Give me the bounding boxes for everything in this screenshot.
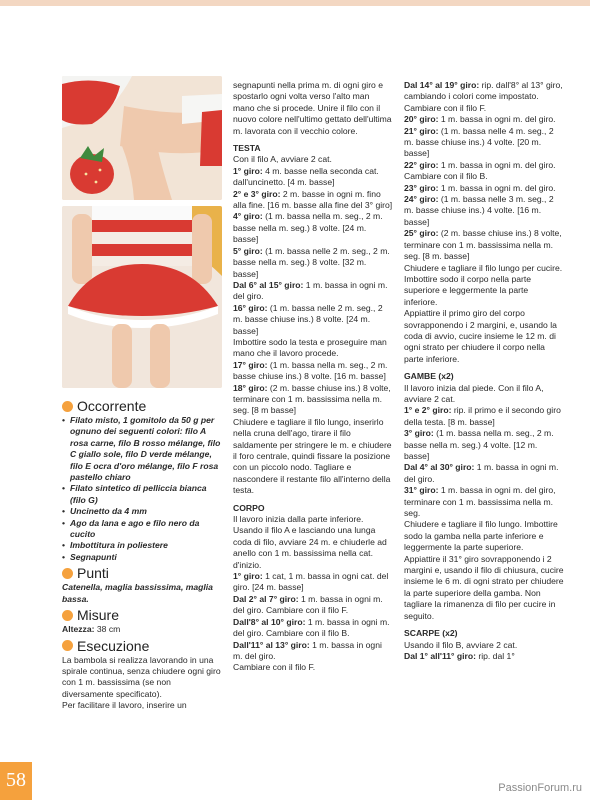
instruction-line <box>404 228 564 262</box>
round-label: 17° giro: <box>233 359 268 370</box>
instruction-text: 1 m. bassa in ogni m. del giro, terminare con 1 m. bassissima nella m. seg. <box>404 485 556 519</box>
heading-scarpe: SCARPE (x2) <box>404 628 458 639</box>
instruction-line <box>233 303 393 337</box>
corpo-continued-instructions <box>404 80 564 365</box>
instruction-line <box>404 308 564 365</box>
instruction-line <box>233 383 393 417</box>
instruction-line <box>404 114 564 125</box>
instruction-line <box>404 194 564 228</box>
gambe-instructions <box>404 383 564 623</box>
round-label: Dal 2° al 7° giro: <box>233 593 299 604</box>
instruction-text: 4 m. basse nella seconda cat. dall'uncinetto. [4 m. basse] <box>233 165 379 188</box>
materials-list <box>62 415 222 563</box>
instruction-line <box>404 383 564 406</box>
watermark: PassionForum.ru <box>498 782 582 794</box>
heading-testa: TESTA <box>233 143 261 154</box>
instruction-line <box>404 263 564 309</box>
list-item: • Ago da lana e ago e filo nero da cucito <box>70 518 222 541</box>
instruction-text: 1 m. bassa in ogni m. del giro. <box>233 639 382 661</box>
list-item: • Filato misto, 1 gomitolo da 50 g per ognuno dei seguenti colori: filo A rosa carne, filo B rosso mélange, filo C giallo sole, filo D verde mélange, filo E ocra d'oro mélange, filo F rosa pastello chiaro <box>70 415 222 483</box>
round-label: 1° giro: <box>233 165 263 176</box>
round-label: Dal 14° al 19° giro: <box>404 80 480 90</box>
heading-corpo: CORPO <box>233 502 265 513</box>
instruction-line <box>233 280 393 303</box>
instruction-line <box>404 405 564 428</box>
instruction-text: Appiattire il 31° giro sovrapponendo i 2 margini e, usando il filo di chiusura, cucire insieme le 6 m. di ogni strato per chiudere la parte superiore della gamba. Non tagliare la rimanenza di filo per cucire in seguito. <box>404 553 564 621</box>
instruction-text: rip. dall'8° al 13° giro, cambiando i colori come impostato. Cambiare con il filo F. <box>404 80 563 113</box>
round-label: Dall'8° al 10° giro: <box>233 616 306 627</box>
round-label: 23° giro: <box>404 182 439 193</box>
instruction-text: 1 m. bassa in ogni m. del giro. Cambiare con il filo B. <box>233 616 390 639</box>
instruction-line <box>404 485 564 519</box>
instruction-text: Cambiare con il filo F. <box>233 662 316 673</box>
round-label: 22° giro: <box>404 159 439 170</box>
instruction-text: 1 m. bassa in ogni m. del giro. <box>438 182 556 193</box>
misure-text: Altezza: 38 cm <box>62 624 121 635</box>
doll-arm-illustration <box>62 76 222 200</box>
instruction-line <box>233 211 393 245</box>
round-label: Dal 4° al 30° giro: <box>404 462 475 473</box>
section-occorrente: Occorrente <box>62 398 222 414</box>
instruction-text: Il lavoro inizia dalla parte inferiore. Usando il filo A e lasciando una lunga coda di filo, avviare 24 m. e chiuderle ad anello con 1 m. bassissima nella cat. d'inizio. <box>233 514 387 570</box>
section-misure: Misure <box>62 607 222 623</box>
list-item: • Filato sintetico di pelliccia bianca (filo G) <box>70 483 222 506</box>
instruction-text: 2 m. basse in ogni m. fino alla fine. [16 m. basse alla fine del 3° giro] <box>233 188 393 211</box>
round-label: 18° giro: <box>233 382 268 393</box>
instruction-line <box>404 519 564 553</box>
round-label: Dal 6° al 15° giro: <box>233 279 304 290</box>
doll-body-illustration <box>62 206 222 388</box>
instruction-text: 1 m. bassa in ogni m. del giro. <box>233 279 388 302</box>
instruction-text: (1 m. bassa nelle 3 m. seg., 2 m. basse chiuse ins.) 4 volte. [16 m. basse] <box>404 194 554 227</box>
instruction-text: (1 m. bassa nelle 2 m. seg., 2 m. basse chiuse ins.) 8 volte. [24 m. basse] <box>233 302 383 336</box>
instruction-text: rip. dal 1° <box>475 650 515 661</box>
instruction-text: (2 m. basse chiuse ins.) 8 volte, terminare con 1 m. bassissima nella m. seg. [8 m. basse] <box>404 228 562 262</box>
round-label: 20° giro: <box>404 114 439 125</box>
instruction-text: 1 m. bassa in ogni m. del giro. <box>404 462 559 484</box>
instruction-text: Con il filo A, avviare 2 cat. <box>233 154 332 165</box>
round-label: 2° e 3° giro: <box>233 188 281 199</box>
instruction-text: (2 m. basse chiuse ins.) 8 volte, terminare con 1 m. bassissima nella m. seg. [8 m basse] <box>233 382 391 416</box>
corpo-instructions <box>233 514 393 674</box>
round-label: Dal 1° all'11° giro: <box>404 650 476 661</box>
round-label: 25° giro: <box>404 228 439 239</box>
instruction-text: Usando il filo B, avviare 2 cat. <box>404 639 518 650</box>
intro-paragraph: segnapunti nella prima m. di ogni giro e spostarlo ogni volta verso l'alto man mano che si procede. Unire il filo con il nuovo colore nell'ultimo gettato dell'ultima m. lavorata con il vecchio colore. <box>233 80 392 136</box>
instruction-text: Chiudere e tagliare il filo lungo, inserirlo nella cruna dell'ago, tirare il filo saldamente per stringere le m. e chiudere il foro centrale, quindi fissare la posizione con un piccolo nodo. Tagliare e nascondere il restante filo all'interno della testa. <box>233 416 392 496</box>
round-label: 31° giro: <box>404 485 439 496</box>
instruction-line <box>404 80 564 114</box>
instruction-line <box>233 662 393 673</box>
bullet-circle-icon <box>62 640 73 651</box>
page-number: 58 <box>6 769 26 791</box>
instruction-line <box>404 651 564 662</box>
round-label: 1° e 2° giro: <box>404 405 452 416</box>
instruction-line <box>233 360 393 383</box>
scarpe-instructions <box>404 640 564 663</box>
instruction-text: Chiudere e tagliare il filo lungo per cucire. Imbottire sodo il corpo nella parte superiore e leggermente la parte inferiore. <box>404 262 563 307</box>
bullet-circle-icon <box>62 610 73 621</box>
round-label: 16° giro: <box>233 302 268 313</box>
column-materials <box>62 396 222 712</box>
instruction-line <box>233 154 393 165</box>
section-esecuzione: Esecuzione <box>62 638 222 654</box>
instruction-text: (1 m. bassa nelle 4 m. seg., 2 m. basse chiuse ins.) 4 volte. [20 m. basse] <box>404 125 554 159</box>
bullet-circle-icon <box>62 568 73 579</box>
instruction-text: (1 m. bassa nella m. seg., 2 m. basse nella m. seg.) 4 volte. [12 m. basse] <box>404 428 554 461</box>
list-item: • Uncinetto da 4 mm <box>70 506 222 517</box>
testa-instructions <box>233 154 393 496</box>
round-label: 24° giro: <box>404 194 439 205</box>
page-number-tab <box>0 762 32 800</box>
instruction-line <box>404 554 564 622</box>
instruction-text: (1 m. bassa nella m. seg., 2 m. basse chiuse ins.) 8 volte. [16 m. basse] <box>233 359 388 382</box>
punti-text: Catenella, maglia bassissima, maglia bassa. <box>62 582 213 604</box>
list-item: • Imbottitura in poliestere <box>70 540 222 551</box>
instruction-text: 1 m. bassa in ogni m. del giro. <box>438 114 556 125</box>
instruction-line <box>233 246 393 280</box>
section-punti: Punti <box>62 565 222 581</box>
instruction-line <box>233 189 393 212</box>
instruction-line <box>233 617 393 640</box>
instruction-line <box>404 640 564 651</box>
instruction-line <box>404 160 564 183</box>
photo-doll-arm <box>62 76 222 200</box>
instruction-text: 1 m. bassa in ogni m. del giro. Cambiare con il filo B. <box>404 159 556 182</box>
bullet-circle-icon <box>62 401 73 412</box>
instruction-text: Appiattire il primo giro del corpo sovrapponendo i 2 margini, e, usando la coda di avvio, cucire insieme le 12 m. di ogni strato per chiudere il corpo nella parte inferiore. <box>404 308 557 364</box>
instruction-line <box>233 594 393 617</box>
round-label: 5° giro: <box>233 245 263 256</box>
esecuzione-paragraph: Per facilitare il lavoro, inserire un <box>62 700 187 711</box>
instruction-text: 1 m. bassa in ogni m. del giro. Cambiare con il filo F. <box>233 593 383 616</box>
instruction-text: (1 m. bassa nella m. seg., 2 m. basse nella m. seg.) 8 volte. [24 m. basse] <box>233 211 383 245</box>
instruction-text: rip. il primo e il secondo giro della testa. [8 m. basse] <box>404 405 561 427</box>
instruction-line <box>404 428 564 462</box>
instruction-text: Il lavoro inizia dal piede. Con il filo A, avviare 2 cat. <box>404 382 544 404</box>
esecuzione-paragraph: La bambola si realizza lavorando in una spirale continua, senza chiudere ogni giro con 1 m. bassissima (se non diversamente specificato). <box>62 654 221 699</box>
round-label: Dall'11° al 13° giro: <box>233 639 310 650</box>
column-testa-corpo <box>233 80 393 674</box>
round-label: 3° giro: <box>404 428 434 439</box>
instruction-line <box>233 571 393 594</box>
instruction-text: Chiudere e tagliare il filo lungo. Imbottire sodo la gamba nella parte inferiore e leggermente la parte superiore. <box>404 519 558 553</box>
instruction-line <box>233 640 393 663</box>
top-border <box>0 0 590 6</box>
instruction-line <box>233 337 393 360</box>
instruction-line <box>404 126 564 160</box>
heading-gambe: GAMBE (x2) <box>404 371 454 382</box>
instruction-text: 1 cat, 1 m. bassa in ogni cat. del giro. [24 m. basse] <box>233 571 389 593</box>
instruction-line <box>404 462 564 485</box>
photo-doll-body <box>62 206 222 388</box>
list-item: • Segnapunti <box>70 552 222 563</box>
instruction-line <box>233 417 393 497</box>
round-label: 21° giro: <box>404 125 439 136</box>
instruction-line <box>233 166 393 189</box>
round-label: 1° giro: <box>233 571 263 582</box>
instruction-line <box>404 183 564 194</box>
instruction-text: Imbottire sodo la testa e proseguire man mano che il lavoro procede. <box>233 336 387 359</box>
round-label: 4° giro: <box>233 211 263 222</box>
instruction-text: (1 m. bassa nelle 2 m. seg., 2 m. basse nella m. seg.) 8 volte. [32 m. basse] <box>233 245 390 279</box>
instruction-line <box>233 514 393 571</box>
column-gambe-scarpe <box>404 80 564 662</box>
